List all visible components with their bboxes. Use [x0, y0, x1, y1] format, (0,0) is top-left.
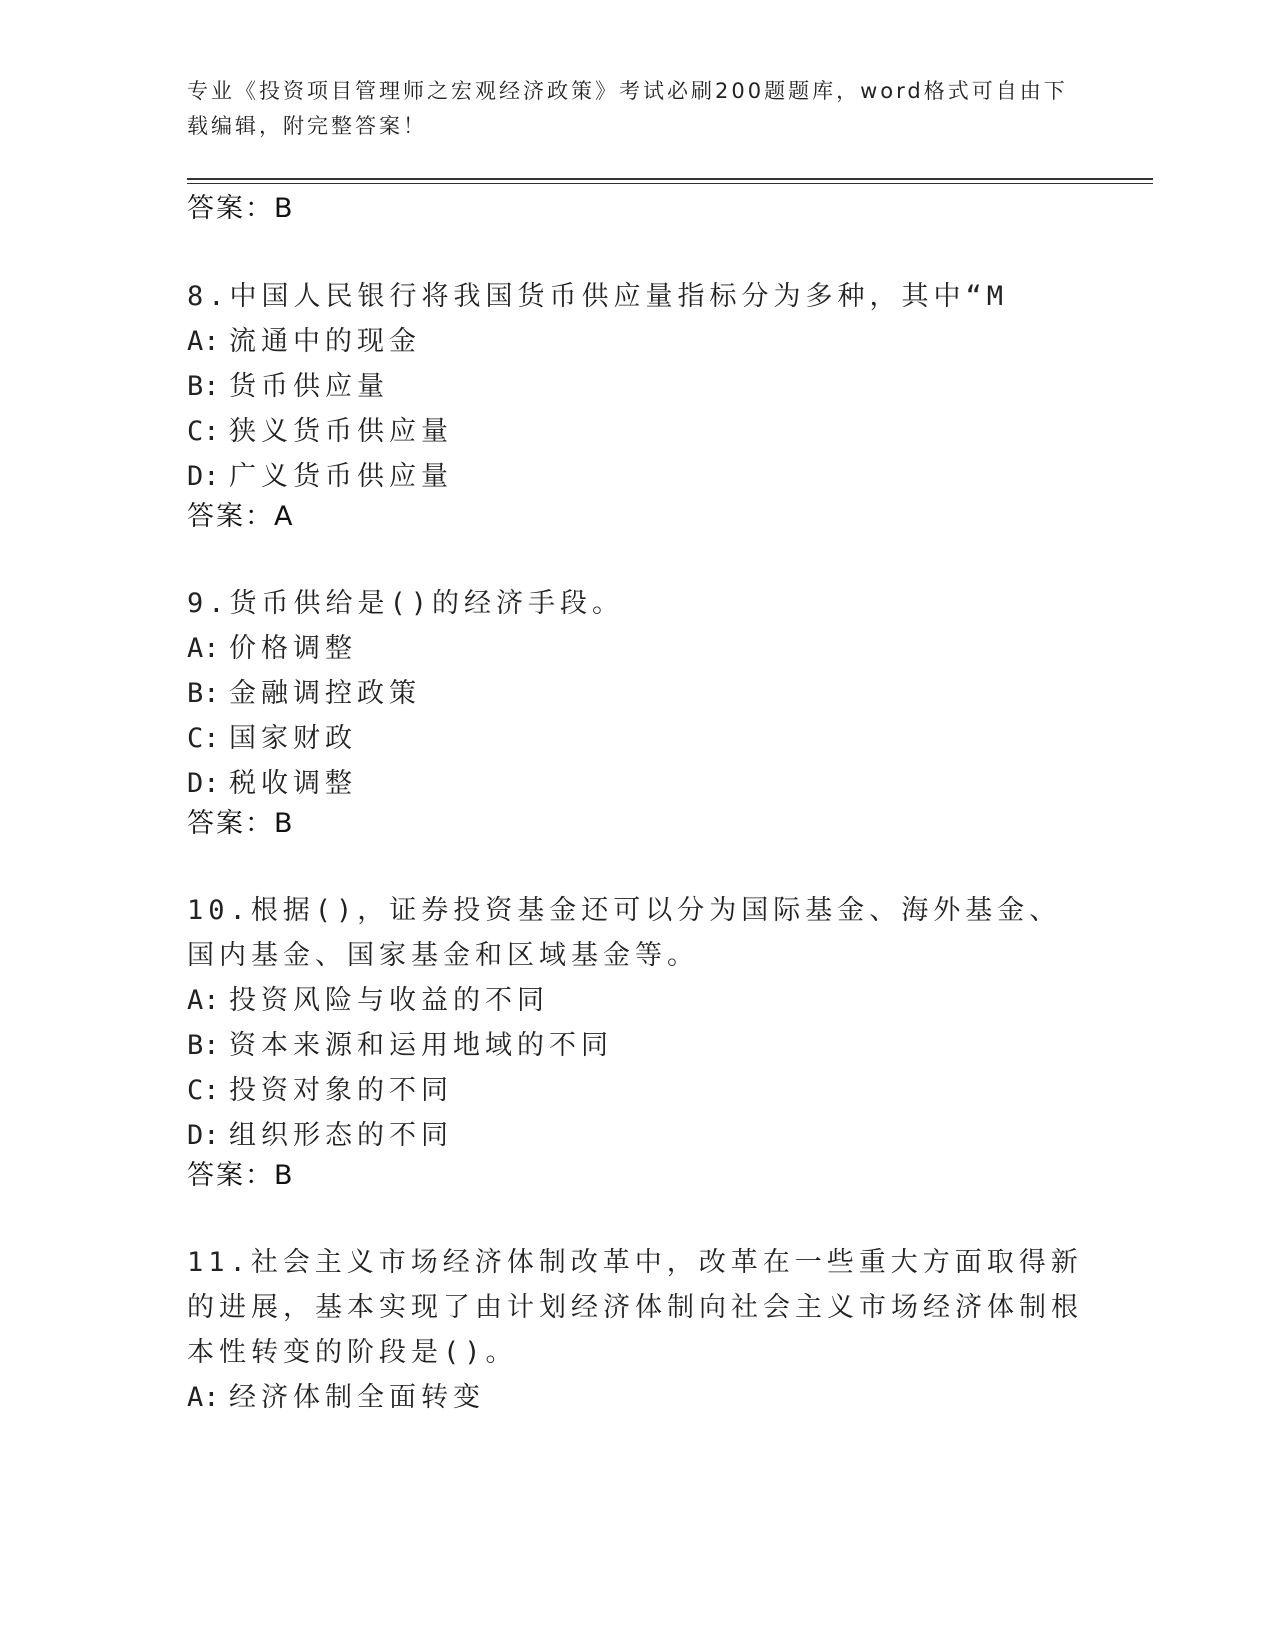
option-text: 流通中的现金 [229, 326, 421, 357]
previous-answer: 答案：B [187, 193, 295, 224]
option-letter: C: [187, 416, 220, 447]
option-letter: B: [187, 1030, 220, 1061]
option-d [187, 454, 1087, 499]
question-10 [187, 888, 1087, 1194]
option-c [187, 409, 1087, 454]
option-list [187, 1375, 1087, 1420]
question-text: 10.根据()，证券投资基金还可以分为国际基金、海外基金、国内基金、国家基金和区域基金等。 [187, 895, 1062, 971]
option-d [187, 1113, 1087, 1158]
option-list [187, 626, 1087, 806]
question-9 [187, 581, 1087, 842]
option-text: 狭义货币供应量 [229, 416, 453, 447]
header-divider-thin [187, 183, 1153, 184]
option-letter: D: [187, 1120, 220, 1151]
option-a [187, 978, 1087, 1023]
option-text: 货币供应量 [229, 371, 389, 402]
question-list [187, 191, 1087, 1420]
question-text: 9.货币供给是()的经济手段。 [187, 588, 625, 619]
option-text: 国家财政 [229, 723, 357, 754]
header-divider-thick [187, 178, 1153, 180]
option-letter: A: [187, 326, 220, 357]
question-text: 8.中国人民银行将我国货币供应量指标分为多种，其中“M [187, 281, 1009, 312]
answer-label: 答案：B [187, 808, 295, 839]
option-list [187, 319, 1087, 499]
option-letter: A: [187, 985, 220, 1016]
option-letter: B: [187, 678, 220, 709]
answer-label: 答案：B [187, 1160, 295, 1191]
option-text: 组织形态的不同 [229, 1120, 453, 1151]
option-text: 广义货币供应量 [229, 461, 453, 492]
answer-label: 答案：A [187, 501, 295, 532]
question-8 [187, 274, 1087, 535]
question-text: 11.社会主义市场经济体制改革中，改革在一些重大方面取得新的进展，基本实现了由计划经济体制向社会主义市场经济体制根本性转变的阶段是()。 [187, 1247, 1083, 1368]
option-text: 价格调整 [229, 633, 357, 664]
option-a [187, 626, 1087, 671]
option-a [187, 319, 1087, 364]
option-letter: A: [187, 1382, 220, 1413]
option-letter: C: [187, 723, 220, 754]
option-text: 投资风险与收益的不同 [229, 985, 549, 1016]
option-text: 资本来源和运用地域的不同 [229, 1030, 613, 1061]
option-c [187, 1068, 1087, 1113]
option-list [187, 978, 1087, 1158]
option-text: 金融调控政策 [229, 678, 421, 709]
option-letter: B: [187, 371, 220, 402]
option-letter: A: [187, 633, 220, 664]
option-b [187, 364, 1087, 409]
option-b [187, 671, 1087, 716]
option-letter: D: [187, 768, 220, 799]
option-a [187, 1375, 1087, 1420]
document-intro: 专业《投资项目管理师之宏观经济政策》考试必刷200题题库，word格式可自由下载编辑，附完整答案！ [187, 79, 1068, 138]
option-letter: C: [187, 1075, 220, 1106]
option-text: 投资对象的不同 [229, 1075, 453, 1106]
option-d [187, 761, 1087, 806]
option-text: 税收调整 [229, 768, 357, 799]
option-c [187, 716, 1087, 761]
option-text: 经济体制全面转变 [229, 1382, 485, 1413]
question-11 [187, 1240, 1087, 1420]
option-b [187, 1023, 1087, 1068]
option-letter: D: [187, 461, 220, 492]
